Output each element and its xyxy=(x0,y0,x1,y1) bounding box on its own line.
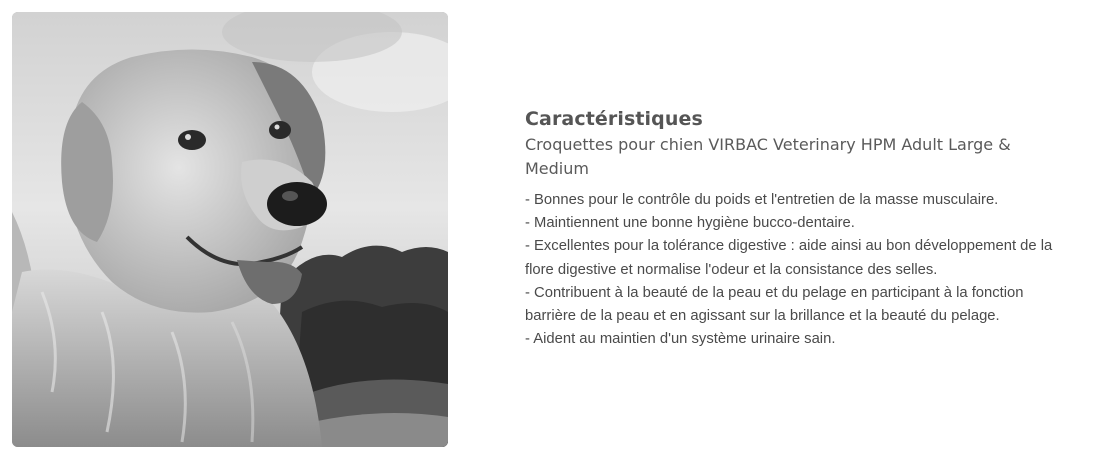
feature-item-weight: - Bonnes pour le contrôle du poids et l'entretien de la masse musculaire. xyxy=(525,192,999,208)
feature-item-dental: - Maintiennent une bonne hygiène bucco-dentaire. xyxy=(525,215,855,232)
feature-item-digestive: - Excellentes pour la tolérance digestive : aide ainsi au bon développement de la flore digestive et normalise l'odeur et la consistance des selles. xyxy=(525,238,1053,278)
feature-list xyxy=(525,189,1073,351)
feature-item-skin-coat: - Contribuent à la beauté de la peau et du pelage en participant à la fonction barrière de la peau et en agissant sur la brillance et la beauté du pelage. xyxy=(525,284,1024,325)
section-title: Caractéristiques xyxy=(525,108,703,130)
product-description xyxy=(525,105,1085,351)
dog-photo-image xyxy=(12,12,448,447)
feature-item-urinary: - Aident au maintien d'un système urinaire sain. xyxy=(525,331,836,348)
product-photo xyxy=(12,12,448,447)
product-subtitle: Croquettes pour chien VIRBAC Veterinary HPM Adult Large & Medium xyxy=(525,135,1011,178)
